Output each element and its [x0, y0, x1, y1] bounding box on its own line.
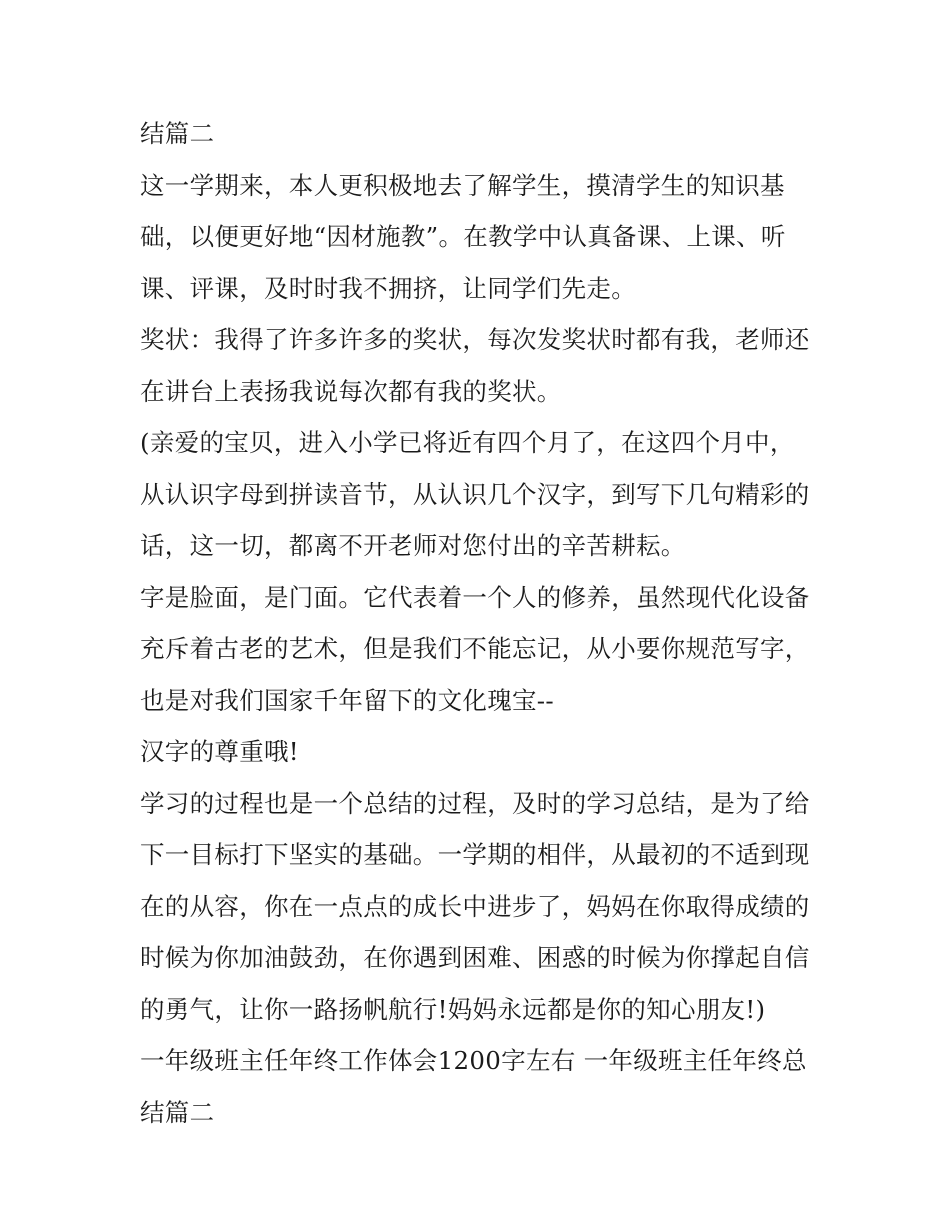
text-line: 从认识字母到拼读音节，从认识几个汉字，到写下几句精彩的 [140, 479, 810, 509]
text-line: 充斥着古老的艺术，但是我们不能忘记，从小要你规范写字， [140, 634, 810, 663]
text-line: 在的从容，你在一点点的成长中进步了，妈妈在你取得成绩的 [140, 891, 810, 921]
text-line: 这一学期来，本人更积极地去了解学生，摸清学生的知识基 [140, 170, 785, 200]
text-line: 话，这一切，都离不开老师对您付出的辛苦耕耘。 [140, 531, 686, 560]
document-body [140, 108, 830, 1138]
text-line: 学习的过程也是一个总结的过程，及时的学习总结，是为了给 [140, 788, 810, 818]
text-line: 时候为你加油鼓劲，在你遇到困难、困惑的时候为你撑起自信 [140, 943, 810, 972]
text-line: 也是对我们国家千年留下的文化瑰宝-- [140, 685, 554, 715]
text-line: 结篇二 [140, 119, 215, 148]
text-line: 奖状：我得了许多许多的奖状，每次发奖状时都有我，老师还 [140, 325, 810, 354]
text-line: 的勇气，让你一路扬帆航行!妈妈永远都是你的知心朋友!) [140, 994, 766, 1024]
text-line: 汉字的尊重哦! [140, 737, 299, 766]
text-line: 下一目标打下坚实的基础。一学期的相伴，从最初的不适到现 [140, 840, 810, 869]
text-line: 字是脸面，是门面。它代表着一个人的修养，虽然现代化设备 [140, 582, 810, 612]
text-line: 在讲台上表扬我说每次都有我的奖状。 [140, 376, 562, 406]
text-line: 础，以便更好地“因材施教”。在教学中认真备课、上课、听 [140, 222, 786, 251]
text-line: 一年级班主任年终工作体会1200字左右 一年级班主任年终总 [140, 1046, 807, 1075]
text-line: (亲爱的宝贝，进入小学已将近有四个月了，在这四个月中， [140, 428, 795, 457]
text-line: 课、评课，及时时我不拥挤，让同学们先走。 [140, 273, 636, 303]
text-line: 结篇二 [140, 1097, 215, 1127]
